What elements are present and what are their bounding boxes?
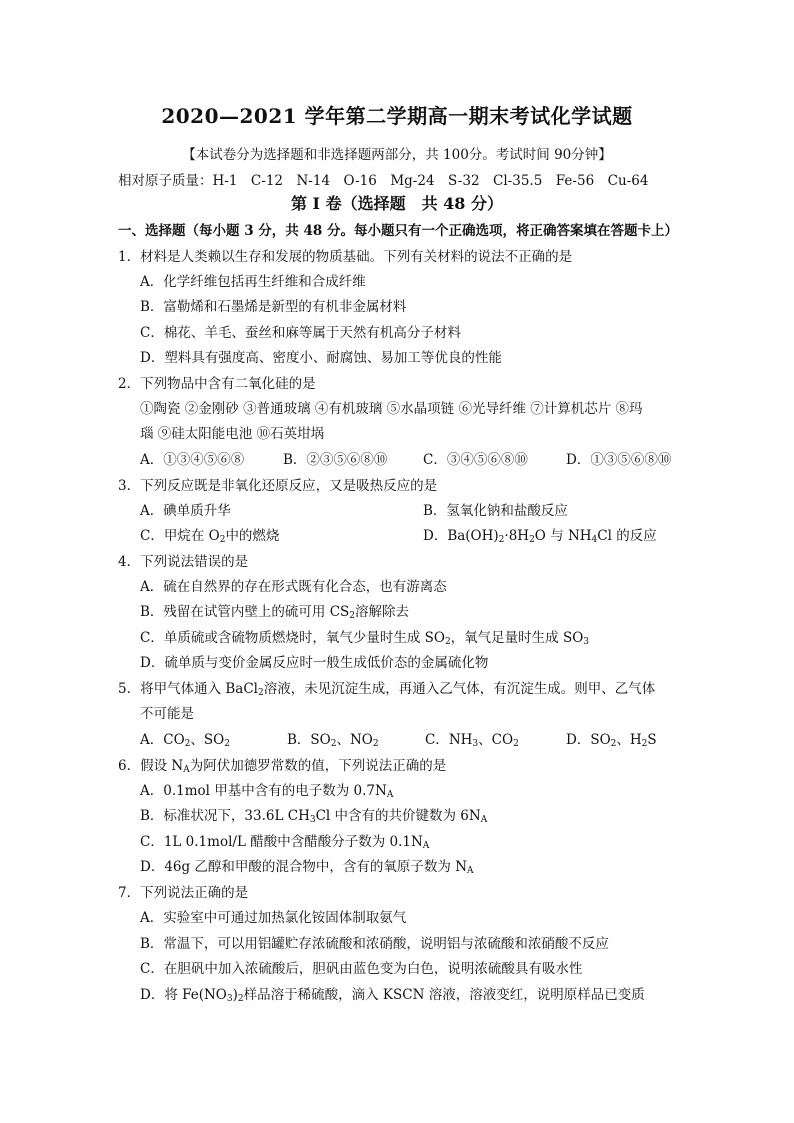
part-title: 一、选择题（每小题 3 分，共 48 分。每小题只有一个正确选项，将正确答案填在答题卡上） [118, 223, 678, 239]
question-1-stem: 1．材料是人类赖以生存和发展的物质基础。下列有关材料的说法不正确的是 [118, 249, 573, 265]
question-1-option-a: A．化学纤维包括再生纤维和合成纤维 [140, 274, 366, 290]
question-1-option-b: B．富勒烯和石墨烯是新型的有机非金属材料 [140, 299, 407, 315]
question-3-option-b: B．氢氧化钠和盐酸反应 [423, 503, 568, 519]
question-3-option-c: C．甲烷在 $O_2$中的燃烧 [140, 528, 280, 545]
question-5-stem: 5．将甲气体通入 BaCl$_2$溶液，未见沉淀生成，再通入乙气体，有沉淀生成。则甲、乙气体 [118, 681, 656, 698]
question-6-option-a: A．0.1mol 甲基中含有的电子数为 $0.7N_A$ [140, 783, 394, 800]
question-7-option-b: B．常温下，可以用铝罐贮存浓硫酸和浓硝酸，说明铝与浓硫酸和浓硝酸不反应 [140, 936, 609, 952]
question-5-option-b: B．$SO_2$、$NO_2$ [287, 732, 379, 749]
question-6-option-c: C．1L 0.1mol/L 醋酸中含醋酸分子数为 $0.1N_A$ [140, 834, 430, 851]
question-5-option-a: A．$CO_2$、$SO_2$ [140, 732, 230, 749]
question-2-option-d: D．①③⑤⑥⑧⑩ [566, 452, 672, 468]
question-4-option-b: B．残留在试管内壁上的硫可用 $CS_2$溶解除去 [140, 604, 410, 621]
question-2-items-line-2: 瑙 ⑨硅太阳能电池 ⑩石英坩埚 [140, 426, 325, 442]
question-2-option-b: B．②③⑤⑥⑧⑩ [283, 452, 388, 468]
question-4-option-a: A．硫在自然界的存在形式既有化合态，也有游离态 [140, 579, 447, 595]
question-1-option-c: C．棉花、羊毛、蚕丝和麻等属于天然有机高分子材料 [140, 325, 461, 341]
question-5-option-c: C．$NH_3$、$CO_2$ [425, 732, 519, 749]
question-5-stem-line-2: 不可能是 [140, 706, 194, 722]
question-5-option-d: D．$SO_2$、$H_2S$ [566, 732, 657, 749]
question-2-items-line-1: ①陶瓷 ②金刚砂 ③普通玻璃 ④有机玻璃 ⑤水晶项链 ⑥光导纤维 ⑦计算机芯片 ⑧玛 [140, 401, 643, 417]
question-3-option-d: D．$Ba(OH)_2\cdot 8H_2O$ 与 $NH_4Cl$ 的反应 [423, 528, 657, 545]
question-7-option-a: A．实验室中可通过加热氯化铵固体制取氨气 [140, 910, 407, 926]
page-title: 2020—2021 学年第二学期高一期末考试化学试题 [161, 104, 633, 128]
question-2-stem: 2．下列物品中含有二氧化硅的是 [118, 376, 316, 392]
atomic-mass-line: 相对原子质量：H-1 C-12 N-14 O-16 Mg-24 S-32 Cl-35.5 Fe-56 Cu-64 [118, 173, 649, 189]
section-title: 第 I 卷（选择题 共 48 分） [290, 194, 504, 213]
question-6-stem: 6．假设 $N_A$为阿伏加德罗常数的值，下列说法正确的是 [118, 758, 447, 775]
question-4-stem: 4．下列说法错误的是 [118, 554, 249, 570]
question-2-option-c: C．③④⑤⑥⑧⑩ [423, 452, 528, 468]
question-7-stem: 7．下列说法正确的是 [118, 885, 249, 901]
question-3-stem: 3．下列反应既是非氧化还原反应，又是吸热反应的是 [118, 478, 438, 494]
question-7-option-d: D．将 $Fe(NO_3)_2$样品溶于稀硫酸，滴入 KSCN 溶液，溶液变红，说明原样品已变质 [140, 987, 645, 1004]
question-4-option-d: D．硫单质与变价金属反应时一般生成低价态的金属硫化物 [140, 655, 489, 671]
question-6-option-d: D．46g 乙醇和甲酸的混合物中，含有的氧原子数为 $N_A$ [140, 859, 474, 876]
question-3-option-a: A．碘单质升华 [140, 503, 231, 519]
exam-note: 【本试卷分为选择题和非选择题两部分，共 100分。考试时间 90分钟】 [182, 147, 612, 163]
question-4-option-c: C．单质硫或含硫物质燃烧时，氧气少量时生成 $SO_2$，氧气足量时生成 $SO_3$ [140, 630, 590, 647]
question-6-option-b: B．标准状况下，33.6L $CH_3Cl$ 中含有的共价键数为 $6N_A$ [140, 808, 488, 825]
question-2-option-a: A．①③④⑤⑥⑧ [140, 452, 245, 468]
question-1-option-d: D．塑料具有强度高、密度小、耐腐蚀、易加工等优良的性能 [140, 350, 502, 366]
question-7-option-c: C．在胆矾中加入浓硫酸后，胆矾由蓝色变为白色，说明浓硫酸具有吸水性 [140, 961, 583, 977]
